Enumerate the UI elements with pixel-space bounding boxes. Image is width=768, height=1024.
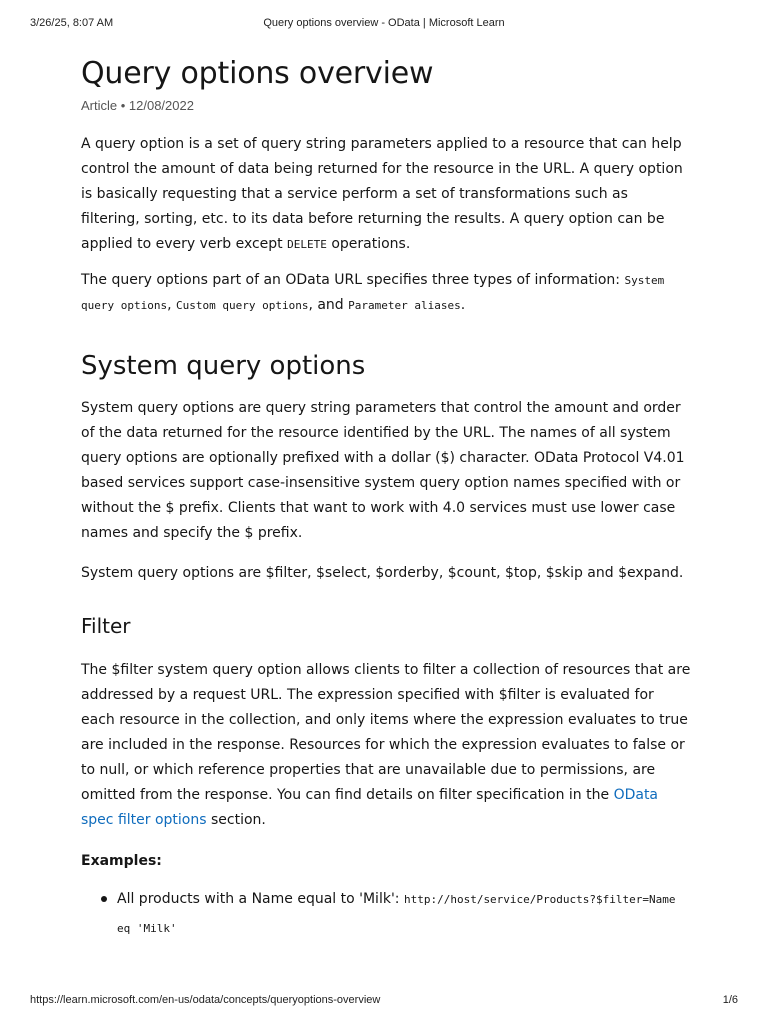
print-page-title: Query options overview - OData | Microsoft Learn	[263, 17, 505, 29]
article-meta: Article • 12/08/2022	[81, 98, 194, 113]
intro-text-end: operations.	[326, 236, 411, 252]
system-paragraph-1: System query options are query string parameters that control the amount and order of the data returned for the resource identified by the URL. The names of all system query options are optionally prefixed with a dollar ($) character. OData Protocol V4.01 based services support case-insensitive system query option names specified with or without the $ prefix. Clients that want to work with 4.0 services must use lower case names and specify the $ prefix.	[81, 400, 685, 541]
intro-paragraph	[81, 132, 691, 257]
types-paragraph	[81, 268, 691, 318]
custom-query-options-code: Custom query options	[176, 299, 309, 312]
list-item	[117, 885, 691, 943]
examples-list	[81, 885, 691, 943]
delete-code: DELETE	[287, 238, 327, 251]
examples-label: Examples:	[81, 853, 162, 869]
types-end: .	[460, 297, 466, 313]
system-paragraph-2: System query options are $filter, $select, $orderby, $count, $top, $skip and $expand.	[81, 565, 684, 581]
bullet-icon	[101, 896, 107, 902]
example-text: All products with a Name equal to 'Milk':	[117, 891, 404, 907]
filter-heading: Filter	[81, 614, 131, 638]
system-query-options-heading: System query options	[81, 351, 366, 381]
parameter-aliases-code: Parameter aliases	[348, 299, 461, 312]
print-page-number: 1/6	[722, 994, 738, 1006]
print-header	[30, 17, 738, 31]
filter-text-end: section.	[206, 812, 266, 828]
example-code: http://host/service/Products?$filter=Name eq 'Milk'	[117, 893, 676, 935]
filter-paragraph	[81, 658, 691, 833]
print-datetime: 3/26/25, 8:07 AM	[30, 17, 114, 29]
types-sep-2: , and	[308, 297, 349, 313]
odata-spec-filter-options-link[interactable]: OData spec filter options	[81, 787, 659, 828]
types-sep-1: ,	[167, 297, 176, 313]
types-text: The query options part of an OData URL specifies three types of information:	[81, 272, 625, 288]
system-query-options-code: System query options	[81, 274, 665, 312]
page-title: Query options overview	[81, 56, 434, 91]
print-url: https://learn.microsoft.com/en-us/odata/concepts/queryoptions-overview	[30, 994, 381, 1006]
intro-text: A query option is a set of query string parameters applied to a resource that can help control the amount of data being returned for the resource in the URL. A query option is basically requesting that a service perform a set of transformations such as filtering, sorting, etc. to its data before returning the results. A query option can be applied to every verb except	[81, 136, 683, 252]
print-footer	[30, 994, 738, 1008]
filter-text: The $filter system query option allows clients to filter a collection of resources that are addressed by a request URL. The expression specified with $filter is evaluated for each resource in the collection, and only items where the expression evaluates to true are included in the response. Resources for which the expression evaluates to false or to null, or which reference properties that are unavailable due to permissions, are omitted from the response. You can find details on filter specification in the	[81, 662, 691, 803]
article-content	[81, 52, 691, 943]
